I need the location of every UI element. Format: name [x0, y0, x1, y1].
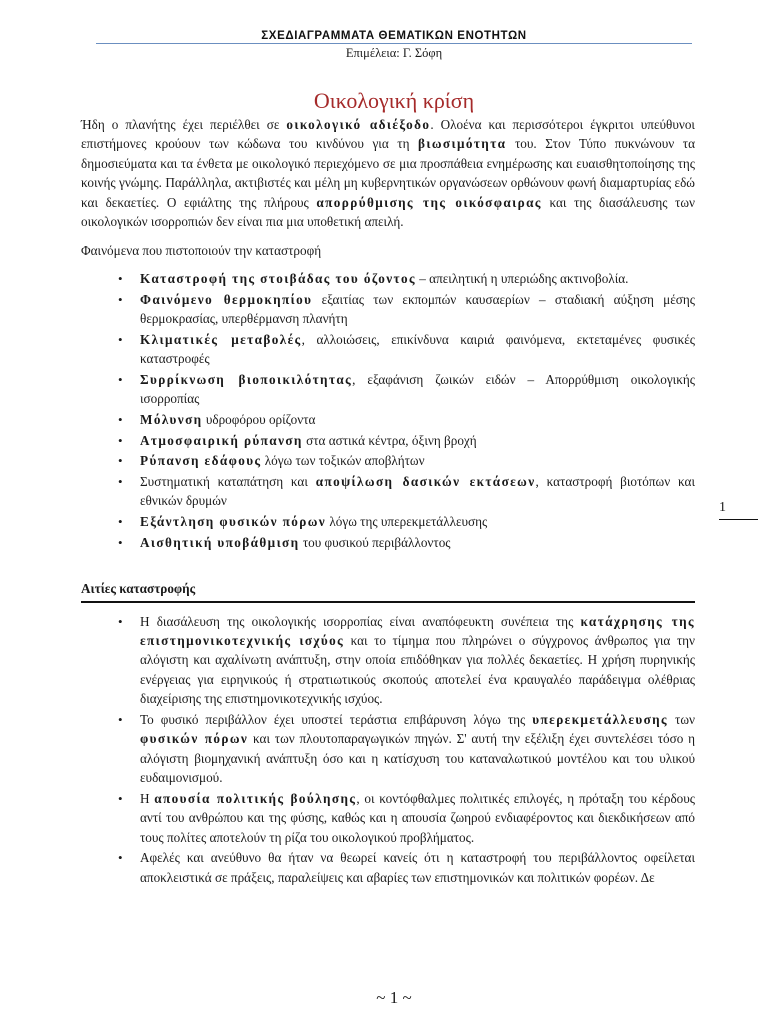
phenomena-heading: Φαινόμενα που πιστοποιούν την καταστροφή — [81, 243, 322, 259]
page-title: Οικολογική κρίση — [313, 88, 475, 113]
margin-rule — [719, 519, 758, 520]
header-rule — [96, 43, 692, 44]
item-text: Αφελές και ανεύθυνο θα ήταν να θεωρεί κανείς ότι η καταστροφή του περιβάλλοντος οφείλεται αποκλειστικά σε πράξεις, παραλείψεις και αβαρίες των επιστημονικών και πολιτικών φορέων. Δε — [140, 850, 695, 885]
document-body — [81, 115, 695, 888]
intro-emphasis: βιωσιμότητα — [418, 136, 507, 152]
item-text: των — [668, 711, 695, 727]
list-item — [81, 330, 695, 369]
item-emphasis: Ατμοσφαιρική ρύπανση — [140, 432, 303, 448]
list-item — [81, 789, 695, 847]
intro-text: και της διασάλευσης των οικολογικών ισορροπιών δεν είναι πια μια υποθετική απειλή. — [81, 194, 695, 230]
header-subtitle: Επιμέλεια: Γ. Σόφη — [345, 46, 443, 60]
item-text: Συστηματική καταπάτηση και — [140, 473, 316, 489]
intro-emphasis: απορρύθμισης της οικόσφαιρας — [316, 194, 542, 210]
item-text: του φυσικού περιβάλλοντος — [299, 534, 451, 550]
list-item — [81, 290, 695, 329]
intro-emphasis: οικολογικό αδιέξοδο — [286, 117, 431, 132]
item-text: , οι κοντόφθαλμες πολιτικές επιλογές, η πρόταξη του κέρδους αντί του ανθρώπου και της φύσης, καθώς και η απουσία ζωηρού ενδιαφέροντος και διεκδικήσεων από τους πολίτες αποτελούν τη ρίζα του οικολογικού προβλήματος. — [140, 790, 695, 845]
item-emphasis: Συρρίκνωση βιοποικιλότητας — [140, 371, 353, 387]
document-header — [0, 26, 768, 44]
item-emphasis: κατάχρησης της επιστημονικοτεχνικής ισχύος — [140, 613, 695, 649]
list-item — [81, 269, 695, 288]
item-emphasis: απουσία πολιτικής βούλησης — [154, 790, 357, 806]
list-item — [81, 612, 695, 709]
item-text: Το φυσικό περιβάλλον έχει υποστεί τεράστια επιβάρυνση λόγω της — [140, 711, 533, 727]
item-emphasis: υπερεκμετάλλευσης — [532, 711, 669, 727]
list-item — [81, 410, 695, 429]
item-text: λόγω των τοξικών αποβλήτων — [261, 453, 425, 469]
item-emphasis: Εξάντληση φυσικών πόρων — [140, 514, 327, 530]
causes-heading: Αιτίες καταστροφής — [81, 579, 695, 602]
phenomena-list — [81, 269, 695, 552]
item-text: λόγω της υπερεκμετάλλευσης — [326, 514, 488, 530]
causes-list — [81, 612, 695, 888]
item-emphasis: Ρύπανση εδάφους — [140, 453, 262, 469]
list-item — [81, 533, 695, 552]
item-text: εξαιτίας των εκπομπών καυσαερίων – σταδιακή αύξηση μέσης θερμοκρασίας, υπερθέρμανση πλανήτη — [140, 291, 695, 326]
intro-text: Ήδη ο πλανήτης έχει περιέλθει σε — [81, 117, 287, 132]
list-item — [81, 710, 695, 788]
intro-paragraph — [81, 115, 695, 231]
item-emphasis: αποψίλωση δασικών εκτάσεων — [315, 473, 536, 489]
item-text: και των πλουτοπαραγωγικών πηγών. Σ' αυτή την εξέλιξη έχει συντελέσει τόσο η αλόγιστη βιομηχανική ανάπτυξη όσο και η κατίσχυση του καταναλωτικού μοντέλου και του υλικού ευδαιμονισμού. — [140, 731, 696, 786]
item-emphasis: Φαινόμενο θερμοκηπίου — [140, 291, 313, 307]
item-emphasis: Μόλυνση — [140, 411, 203, 427]
intro-text: . Ολοένα και περισσότεροι έγκριτοι υπεύθυνοι επιστήμονες κρούουν των κώδωνα του κινδύνου για τη — [81, 117, 695, 152]
item-text: , καταστροφή βιοτόπων και εθνικών δρυμών — [140, 473, 695, 509]
item-text: – απειλητική η υπεριώδης ακτινοβολία. — [415, 270, 629, 286]
list-item — [81, 370, 695, 409]
footer-page-number: ~ 1 ~ — [376, 988, 412, 1007]
item-text: , αλλοιώσεις, επικίνδυνα καιριά φαινόμενα, εκτεταμένες φυσικές καταστροφές — [140, 331, 695, 367]
list-item — [81, 472, 695, 511]
list-item — [81, 431, 695, 450]
item-emphasis: Κλιματικές μεταβολές — [140, 331, 302, 347]
list-item — [81, 451, 695, 470]
item-emphasis: Αισθητική υποβάθμιση — [140, 534, 300, 550]
intro-text: του. Στον Τύπο πυκνώνουν τα δημοσιεύματα και τα ένθετα με οικολογικό περιεχόμενο σε μια προσπάθεια ενημέρωσης και ευαισθητοποίησης της κοινής γνώμης. Παράλληλα, ακτιβιστές και μέλη μη κυβερνητικών οργανώσεων ορθώνουν φωνή διαμαρτυρίας εδώ και δεκαετίες. Ο εφιάλτης της πλήρους — [81, 136, 695, 210]
item-text: , εξαφάνιση ζωικών ειδών – Απορρύθμιση οικολογικής ισορροπίας — [140, 371, 695, 407]
item-emphasis: Καταστροφή της στοιβάδας του όζοντος — [140, 270, 416, 286]
item-text: υδροφόρου ορίζοντα — [202, 411, 316, 427]
item-text: και το τίμημα που πληρώνει ο σύγχρονος άνθρωπος για την αλόγιστη και αχαλίνωτη ανάπτυξη, στην οποία επιδόθηκαν για πολλές δεκαετίες. Η χρήση πυρηνικής ενέργειας για ειρηνικούς ή στρατιωτικούς σκοπούς αποτελεί ένα κραυγαλέο παράδειγμα ολέθριας διαχείρισης της επιστημονικοτεχνικής ισχύος. — [140, 633, 695, 707]
item-text: Η διασάλευση της οικολογικής ισορροπίας είναι αναπόφευκτη συνέπεια της — [140, 613, 581, 629]
item-text: Η — [140, 790, 155, 806]
margin-page-number: 1 — [719, 500, 726, 515]
list-item — [81, 512, 695, 531]
item-emphasis: φυσικών πόρων — [140, 731, 249, 747]
item-text: στα αστικά κέντρα, όξινη βροχή — [302, 432, 477, 448]
header-title: ΣΧΕΔΙΑΓΡΑΜΜΑΤΑ ΘΕΜΑΤΙΚΩΝ ΕΝΟΤΗΤΩΝ — [261, 30, 527, 42]
list-item — [81, 848, 695, 887]
